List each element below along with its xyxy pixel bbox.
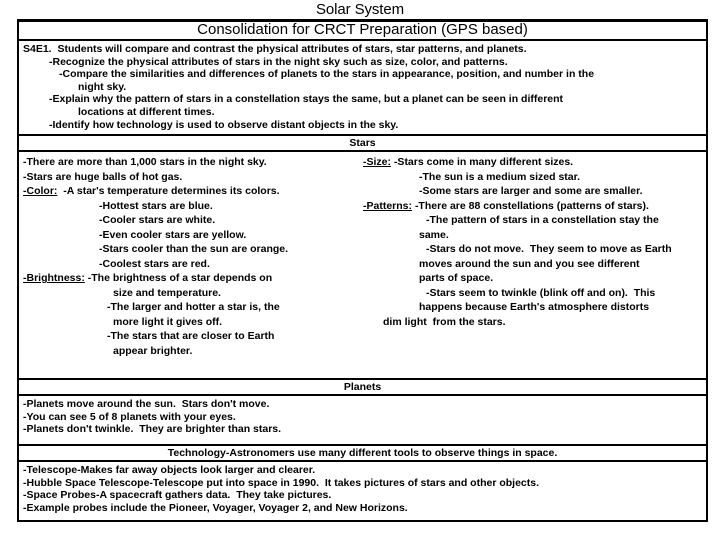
patterns-item-4: moves around the sun and you see different	[419, 257, 640, 270]
size-item-2: -Some stars are larger and some are smaller.	[419, 185, 643, 198]
patterns-first: -There are 88 constellations (patterns of stars).	[414, 199, 649, 212]
content-table	[17, 19, 708, 522]
technology-content-row	[19, 462, 706, 520]
stars-right-column	[355, 152, 706, 332]
standard-row	[19, 41, 706, 136]
technology-heading: Technology-Astronomers use many different tools to observe things in space.	[167, 447, 558, 460]
patterns-item-1: -The pattern of stars in a constellation stay the	[426, 214, 659, 227]
planets-heading-row	[19, 380, 706, 396]
color-item-1: -Hottest stars are blue.	[99, 199, 213, 212]
page-title: Solar System	[316, 1, 404, 18]
standard-cell	[19, 41, 706, 134]
color-item-5: -Coolest stars are red.	[99, 257, 210, 270]
brightness-first: -The brightness of a star depends on	[87, 272, 273, 285]
planets-bullet-2: -You can see 5 of 8 planets with your eyes.	[23, 410, 236, 423]
brightness-item-4: -The stars that are closer to Earth	[107, 330, 275, 343]
patterns-item-5: parts of space.	[419, 272, 494, 285]
size-label: -Size:	[363, 156, 392, 169]
color-first: -A star's temperature determines its colors.	[63, 185, 280, 198]
patterns-item-7: happens because Earth's atmosphere distorts	[419, 301, 650, 314]
stars-left-column	[19, 152, 355, 361]
stars-content-row	[19, 152, 706, 380]
brightness-line	[23, 271, 353, 286]
patterns-label: -Patterns:	[363, 199, 413, 212]
standard-code-line: S4E1. Students will compare and contrast the physical attributes of stars, star patterns, and planets.	[23, 43, 527, 55]
color-label: -Color:	[23, 185, 58, 198]
stars-columns	[19, 152, 706, 361]
brightness-item-3: more light it gives off.	[113, 315, 223, 328]
patterns-last-line: dim light from the stars.	[383, 315, 506, 328]
standard-bullet-1: -Recognize the physical attributes of stars in the night sky such as size, color, and patterns.	[49, 55, 508, 68]
patterns-line	[363, 199, 703, 214]
technology-bullet-3: -Space Probes-A spacecraft gathers data. They take pictures.	[23, 489, 332, 502]
standard-bullet-2: -Compare the similarities and differences of planets to the stars in appearance, position, and number in the	[59, 68, 595, 81]
planets-cell	[19, 396, 706, 438]
brightness-item-5: appear brighter.	[113, 344, 193, 357]
stars-heading: Stars	[349, 137, 376, 150]
color-line	[23, 184, 353, 199]
brightness-item-2: -The larger and hotter a star is, the	[107, 301, 280, 314]
color-item-2: -Cooler stars are white.	[99, 214, 216, 227]
planets-content-row	[19, 396, 706, 446]
banner-row	[19, 22, 706, 41]
size-line	[363, 155, 703, 170]
technology-heading-row	[19, 446, 706, 462]
technology-bullet-2: -Hubble Space Telescope-Telescope put into space in 1990. It takes pictures of stars and other objects.	[23, 476, 540, 489]
patterns-item-2: same.	[419, 228, 449, 241]
standard-bullet-2-cont: night sky.	[78, 80, 127, 93]
color-item-3: -Even cooler stars are yellow.	[99, 228, 247, 241]
brightness-label: -Brightness:	[23, 272, 85, 285]
color-item-4: -Stars cooler than the sun are orange.	[99, 243, 289, 256]
stars-fact-1: -There are more than 1,000 stars in the night sky.	[23, 156, 267, 169]
technology-bullet-1: -Telescope-Makes far away objects look larger and clearer.	[23, 464, 316, 477]
size-item-1: -The sun is a medium sized star.	[419, 170, 581, 183]
banner-text: Consolidation for CRCT Preparation (GPS based)	[197, 22, 528, 38]
standard-bullet-3-cont: locations at different times.	[78, 105, 215, 118]
standard-bullet-3: -Explain why the pattern of stars in a constellation stays the same, but a planet can be seen in different	[49, 93, 564, 106]
brightness-item-1: size and temperature.	[113, 286, 221, 299]
stars-heading-row	[19, 136, 706, 152]
patterns-item-6: -Stars seem to twinkle (blink off and on). This	[426, 286, 656, 299]
technology-bullet-4: -Example probes include the Pioneer, Voyager, Voyager 2, and New Horizons.	[23, 501, 408, 514]
patterns-item-3: -Stars do not move. They seem to move as Earth	[426, 243, 672, 256]
stars-fact-2: -Stars are huge balls of hot gas.	[23, 170, 183, 183]
size-first: -Stars come in many different sizes.	[393, 156, 574, 169]
planets-bullet-1: -Planets move around the sun. Stars don't move.	[23, 398, 270, 411]
planets-heading: Planets	[343, 381, 382, 394]
planets-bullet-3: -Planets don't twinkle. They are brighter than stars.	[23, 423, 282, 436]
technology-cell	[19, 462, 706, 516]
standard-bullet-4: -Identify how technology is used to observe distant objects in the sky.	[49, 118, 399, 131]
